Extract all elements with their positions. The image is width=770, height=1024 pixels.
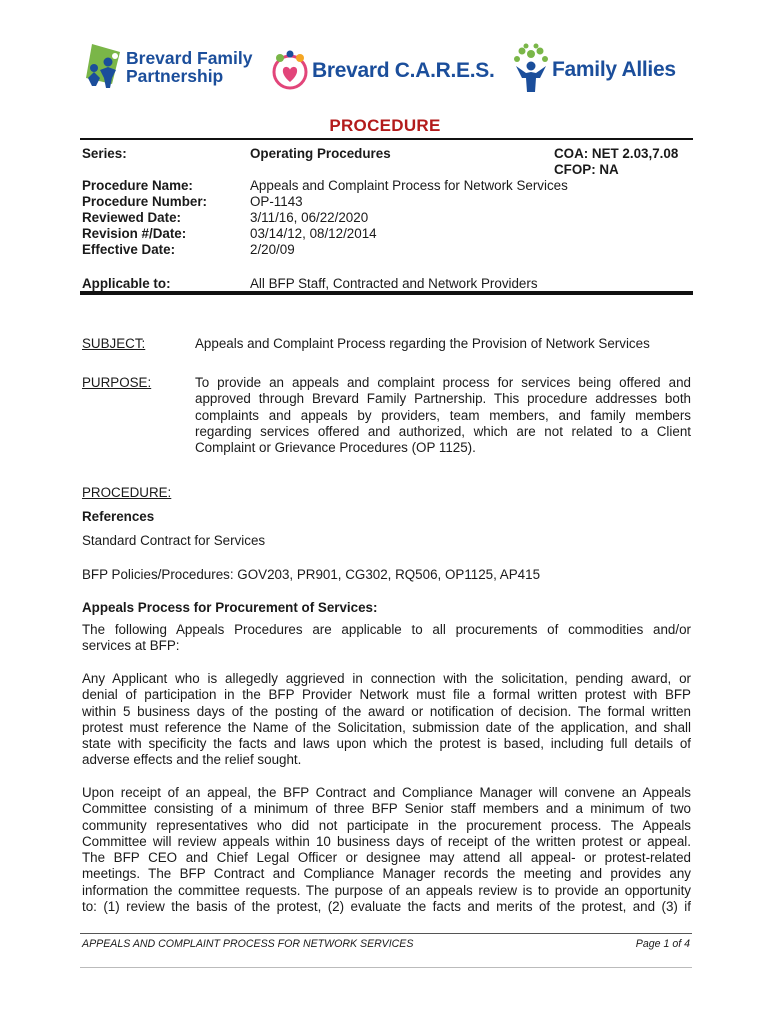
paragraph-line: within 5 business days of the posting of the award or notification of decision. The formal written [82, 703, 691, 719]
family-allies-logo [510, 42, 676, 98]
paragraph-line: protest must reference the Name of the Solicitation, submission date of the application, and shall [82, 719, 691, 735]
cares-logo-text: Brevard C.A.R.E.S. [312, 59, 495, 82]
appeals-paragraph-2 [82, 671, 691, 769]
header-bottom-rule [80, 291, 693, 295]
family-allies-logo-text: Family Allies [552, 58, 676, 81]
footer-bottom-rule [80, 967, 692, 968]
paragraph-line: Upon receipt of an appeal, the BFP Contract and Compliance Manager will convene an Appeals [82, 785, 691, 800]
paragraph-line: The following Appeals Procedures are applicable to all procurements of commodities and/or [82, 622, 691, 637]
purpose-label: PURPOSE: [82, 375, 152, 390]
reference-item: BFP Policies/Procedures: GOV203, PR901, CG302, RQ506, OP1125, AP415 [82, 567, 541, 582]
cares-logo [270, 48, 495, 94]
effective-date-label: Effective Date: [82, 242, 176, 257]
subject-label: SUBJECT: [82, 336, 146, 351]
series-label: Series: [82, 146, 127, 161]
bfp-logo-line1: Brevard Family [126, 48, 253, 68]
purpose-line: To provide an appeals and complaint process for services being offered and [195, 375, 691, 390]
paragraph-line: adverse effects and the relief sought. [82, 752, 302, 768]
procedure-name-label: Procedure Name: [82, 178, 193, 193]
paragraph-line: community representatives who did not participate in the procurement process. The Appeals [82, 817, 691, 833]
paragraph-line: denial of participation in the BFP Provider Network must file a formal written protest with BFP [82, 687, 691, 703]
applicable-value: All BFP Staff, Contracted and Network Providers [250, 276, 538, 291]
appeals-paragraph-1 [82, 622, 691, 655]
paragraph-line: The BFP CEO and Chief Legal Officer or designee may attend all appeal- or protest-related [82, 850, 691, 866]
page-title: PROCEDURE [329, 116, 441, 135]
bfp-logo-line2: Partnership [126, 66, 224, 86]
paragraph-line: meetings. The BFP Contract and Compliance Manager records the meeting and provides any [82, 866, 691, 882]
reviewed-date-value: 3/11/16, 06/22/2020 [250, 210, 369, 225]
procedure-label: PROCEDURE: [82, 485, 172, 500]
paragraph-line: state with specificity the facts and laws upon which the protest is based, including full details of [82, 736, 691, 752]
references-heading: References [82, 509, 155, 524]
footer-page-number: Page 1 of 4 [635, 938, 690, 950]
family-allies-tree-icon [510, 42, 552, 98]
paragraph-line: services at BFP: [82, 638, 180, 654]
purpose-line: regarding services offered and authorized, which are not related to a Client [195, 423, 691, 439]
footer-rule [80, 933, 692, 934]
applicable-label: Applicable to: [82, 276, 171, 291]
effective-date-value: 2/20/09 [250, 242, 295, 257]
procedure-number-value: OP-1143 [250, 194, 303, 209]
bfp-logo [82, 42, 252, 92]
cfop-value: CFOP: NA [554, 162, 619, 177]
bfp-family-icon [82, 42, 122, 92]
appeals-heading: Appeals Process for Procurement of Services: [82, 600, 378, 615]
purpose-text [195, 375, 691, 456]
subject-text: Appeals and Complaint Process regarding the Provision of Network Services [195, 336, 650, 351]
purpose-line: approved through Brevard Family Partnership. This procedure addresses both [195, 391, 691, 407]
paragraph-line: information the committee requests. The purpose of an appeals review is to provide an opportunity [82, 882, 691, 898]
procedure-number-label: Procedure Number: [82, 194, 208, 209]
revision-date-value: 03/14/12, 08/12/2014 [250, 226, 377, 241]
logo-row [82, 42, 692, 102]
appeals-paragraph-3 [82, 785, 691, 915]
procedure-name-value: Appeals and Complaint Process for Network Services [250, 178, 568, 193]
reviewed-date-label: Reviewed Date: [82, 210, 181, 225]
paragraph-line: to: (1) review the basis of the protest, (2) evaluate the facts and merits of the protest, and (3) if [82, 899, 691, 915]
reference-item: Standard Contract for Services [82, 533, 266, 548]
purpose-line: complaints and appeals by providers, team members, and family members [195, 407, 691, 423]
revision-date-label: Revision #/Date: [82, 226, 187, 241]
bfp-logo-text [126, 49, 252, 85]
paragraph-line: Committee consisting of a minimum of three BFP Senior staff members and a minimum of two [82, 801, 691, 817]
header-top-rule [80, 138, 693, 140]
series-value: Operating Procedures [250, 146, 391, 161]
coa-value: COA: NET 2.03,7.08 [554, 146, 679, 161]
footer-document-title: APPEALS AND COMPLAINT PROCESS FOR NETWORK SERVICES [82, 938, 414, 950]
purpose-line: Complaint or Grievance Procedures (OP 1125). [195, 440, 476, 456]
paragraph-line: Committee will review appeals within 10 business days of receipt of the written protest or appeal. [82, 833, 691, 849]
cares-heart-icon [270, 48, 310, 94]
paragraph-line: Any Applicant who is allegedly aggrieved in connection with the solicitation, pending award, or [82, 671, 691, 686]
